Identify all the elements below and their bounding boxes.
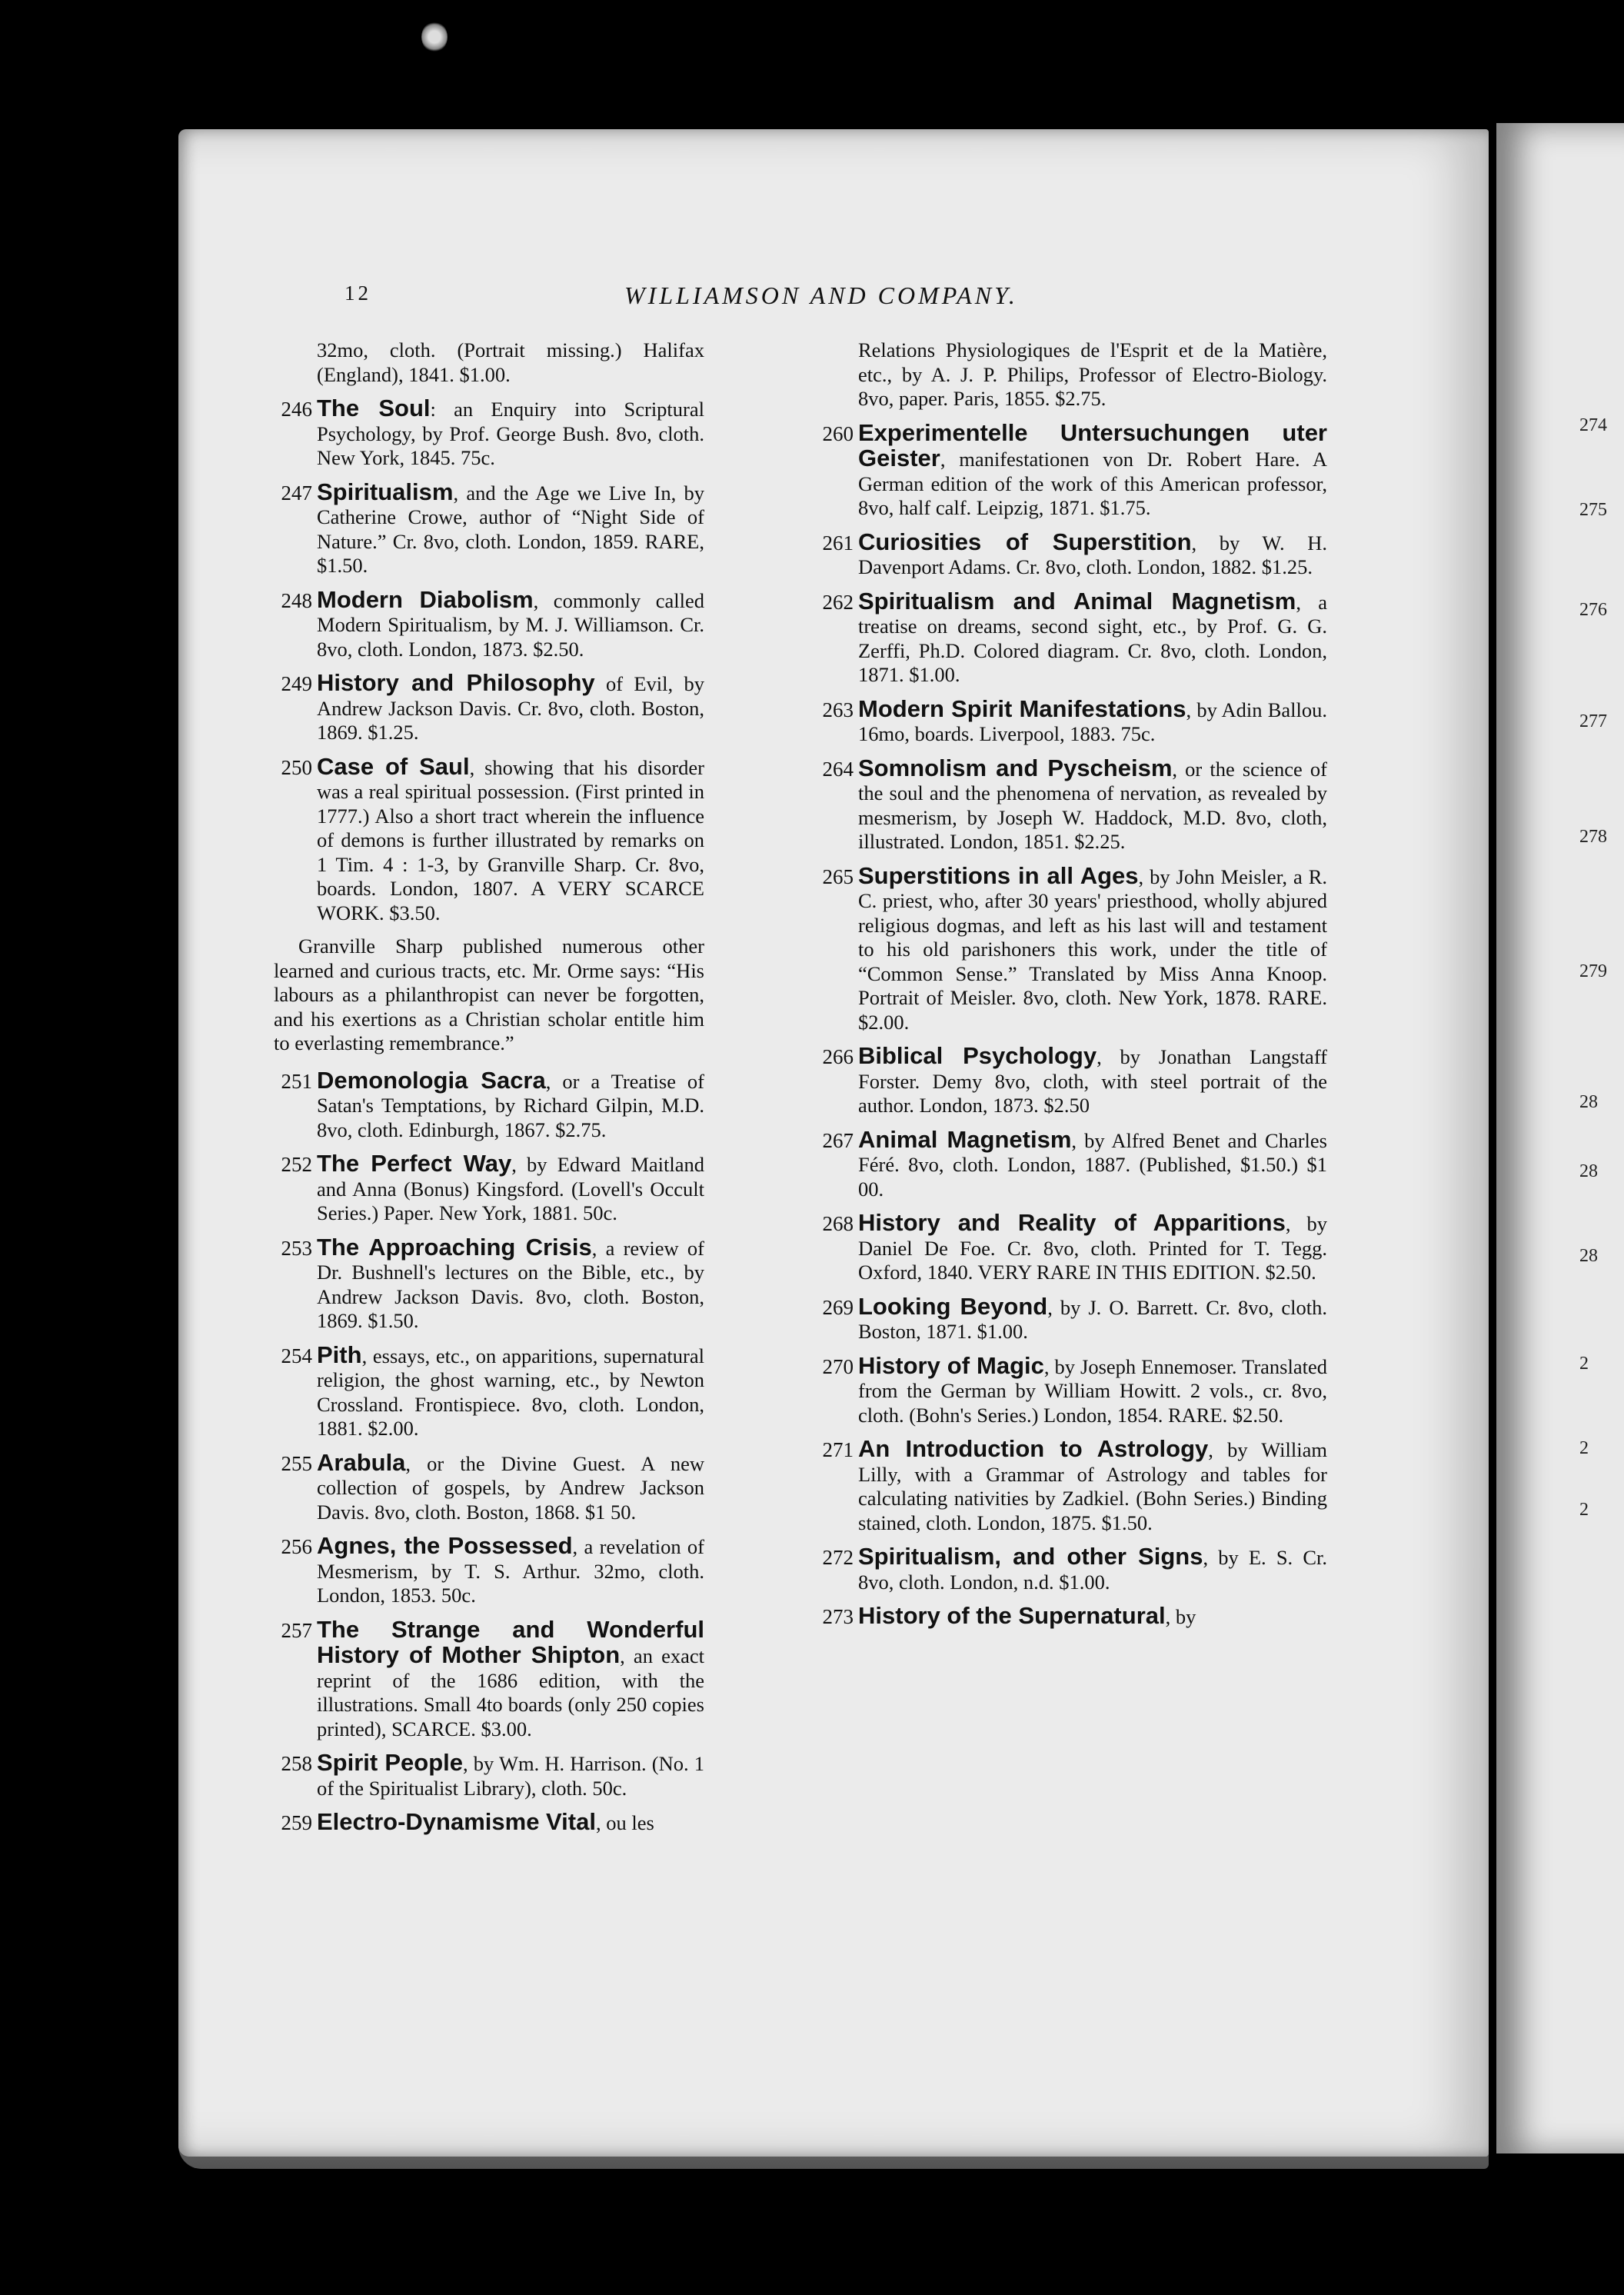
entry-title: Spirit People: [317, 1749, 464, 1776]
catalog-entry: [822, 587, 1327, 688]
catalog-entry: [281, 478, 704, 578]
entry-title: Spiritualism and Animal Magnetism: [858, 587, 1296, 615]
entry-description: , and the Age we Live In, by Catherine Crowe, author of “Night Side of Nature.” Cr. 8vo, cloth. London, 1859. RARE, $1.50.: [317, 481, 704, 577]
facing-entry-number: 2: [1579, 1500, 1589, 1520]
left-column: [274, 338, 704, 1845]
entry-title: Electro-Dynamisme Vital: [317, 1808, 596, 1835]
entry-description: , by Daniel De Foe. Cr. 8vo, cloth. Printed for T. Tegg. Oxford, 1840. VERY RARE IN THIS EDITION. $2.50.: [858, 1212, 1327, 1284]
entry-description: of Evil, by Andrew Jackson Davis. Cr. 8vo, cloth. Boston, 1869. $1.25.: [317, 672, 704, 744]
entry-description: , by J. O. Barrett. Cr. 8vo, cloth. Boston, 1871. $1.00.: [858, 1295, 1327, 1343]
catalog-entry: [822, 528, 1328, 580]
entry-number: 255: [281, 1451, 312, 1475]
entry-description: , essays, etc., on apparitions, supernatural religion, the ghost warning, etc., by Newton Crossland. Frontispiece. 8vo, cloth. London, 1881. $2.00.: [317, 1344, 704, 1440]
entry-title: History and Reality of Apparitions: [858, 1209, 1286, 1236]
entry-description: , by William Lilly, with a Grammar of Astrology and tables for calculating nativities by Zadkiel. (Bohn Series.) Binding stained, cloth. London, 1875. $1.50.: [858, 1438, 1327, 1534]
entry-description: , a review of Dr. Bushnell's lectures on the Bible, etc., by Andrew Jackson Davis. 8vo, cloth. Boston, 1869. $1.50.: [317, 1236, 704, 1332]
entry-number: 265: [822, 864, 854, 888]
entry-title: Demonologia Sacra: [317, 1066, 546, 1094]
catalog-entry: [281, 395, 704, 471]
facing-entry-number: 2: [1579, 1354, 1589, 1374]
catalog-entry: [822, 1351, 1327, 1428]
catalog-entry: [822, 1435, 1327, 1535]
entry-number: 270: [822, 1354, 854, 1378]
entry-number: 249: [281, 672, 312, 695]
facing-entry-number: 279: [1579, 961, 1607, 981]
entry-description: , or the Divine Guest. A new collection of gospels, by Andrew Jackson Davis. 8vo, cloth. Boston, 1868. $1 50.: [317, 1451, 704, 1524]
catalog-page: [178, 129, 1489, 2157]
entry-number: 259: [281, 1811, 312, 1834]
entry-description: , a revelation of Mesmerism, by T. S. Arthur. 32mo, cloth. London, 1853. 50c.: [317, 1535, 704, 1607]
entry-number: 251: [281, 1069, 312, 1093]
entry-title: The Approaching Crisis: [317, 1233, 592, 1261]
entry-description: , commonly called Modern Spiritualism, by M. J. Williamson. Cr. 8vo, cloth. London, 1873. $2.50.: [317, 588, 704, 661]
entry-description: , by W. H. Davenport Adams. Cr. 8vo, cloth. London, 1882. $1.25.: [858, 531, 1328, 578]
entry-description: , ou les: [595, 1811, 654, 1834]
catalog-entry: [281, 1749, 704, 1800]
entry-title: The Strange and Wonderful History of Mother Shipton: [317, 1615, 704, 1668]
entry-number: 261: [822, 531, 854, 555]
facing-entry-number: 276: [1579, 600, 1607, 620]
catalog-entry: [281, 1808, 704, 1836]
catalog-entry: [822, 1543, 1327, 1594]
entry-number: 250: [281, 755, 312, 779]
entry-number: 256: [281, 1535, 312, 1558]
catalog-entry: [281, 1341, 704, 1441]
running-title: WILLIAMSON AND COMPANY.: [624, 281, 1018, 309]
entry-number: 248: [281, 588, 312, 612]
entry-number: 273: [822, 1605, 854, 1628]
entry-title: Superstitions in all Ages: [858, 861, 1139, 889]
facing-entry-number: 275: [1579, 500, 1607, 520]
entry-description: : an Enquiry into Scriptural Psychology, by Prof. George Bush. 8vo, cloth. New York, 1845. 75c.: [317, 398, 704, 469]
entry-number: 268: [822, 1212, 854, 1235]
catalog-entry: [822, 1292, 1327, 1344]
entry-description: , an exact reprint of the 1686 edition, with the illustrations. Small 4to boards (only 250 copies printed), SCARCE. $3.00.: [317, 1644, 704, 1740]
entry-description: , by Edward Maitland and Anna (Bonus) Kingsford. (Lovell's Occult Series.) Paper. New York, 1881. 50c.: [317, 1153, 704, 1224]
facing-entry-number: 2: [1579, 1438, 1589, 1458]
page-number: 12: [344, 281, 371, 305]
entry-description: , by Alfred Benet and Charles Féré. 8vo, cloth. London, 1887. (Published, $1.50.) $1 00.: [858, 1128, 1327, 1201]
entry-description: , by: [1165, 1605, 1196, 1628]
entry-title: The Perfect Way: [317, 1150, 512, 1177]
entry-title: History and Philosophy: [317, 669, 595, 696]
entry-number: 269: [822, 1295, 854, 1319]
entry-number: 247: [281, 481, 312, 505]
entry-title: Somnolism and Pyscheism: [858, 754, 1173, 781]
entry-description: , by E. S. Cr. 8vo, cloth. London, n.d. $1.00.: [858, 1546, 1327, 1594]
entry-title: Modern Diabolism: [317, 585, 534, 613]
entry-description: , a treatise on dreams, second sight, etc., by Prof. G. G. Zerffi, Ph.D. Colored diagram. Cr. 8vo, cloth. London, 1871. $1.00.: [858, 590, 1327, 686]
entry-title: An Introduction to Astrology: [858, 1435, 1209, 1462]
facing-entry-number: 28: [1579, 1092, 1598, 1112]
entry-title: Case of Saul: [317, 752, 470, 780]
entry-description: , or the science of the soul and the phenomena of nervation, as revealed by mesmerism, by Joseph W. Haddock, M.D. 8vo, cloth, illustrated. London, 1851. $2.25.: [858, 757, 1327, 853]
catalog-entry: [822, 754, 1327, 854]
entry-description: , by Jonathan Langstaff Forster. Demy 8vo, cloth, with steel portrait of the author. London, 1873. $2.50: [858, 1045, 1327, 1117]
catalog-entry: [822, 1602, 1327, 1630]
facing-entry-number: 28: [1579, 1161, 1598, 1181]
catalog-entry: [281, 1615, 704, 1742]
entry-description: , by Adin Ballou. 16mo, boards. Liverpool, 1883. 75c.: [858, 698, 1328, 745]
entry-number: 252: [281, 1153, 312, 1176]
entries-list: [281, 1066, 704, 1836]
entry-title: Agnes, the Possessed: [317, 1532, 573, 1559]
entry-description: , by Joseph Ennemoser. Translated from the German by William Howitt. 2 vols., cr. 8vo, cloth. (Bohn's Series.) London, 1854. RARE. $2.50.: [858, 1354, 1327, 1427]
right-column: [822, 338, 1328, 1639]
catalog-entry: [281, 1448, 704, 1525]
entry-number: 263: [822, 698, 854, 721]
entry-title: History of Magic: [858, 1351, 1044, 1379]
catalog-entry: [822, 1209, 1327, 1285]
entry-number: 260: [822, 421, 854, 445]
entry-title: Curiosities of Superstition: [858, 528, 1192, 555]
dust-speck: [421, 22, 448, 52]
catalog-entry: [822, 1125, 1327, 1202]
facing-entry-number: 277: [1579, 711, 1607, 731]
entry-description: , by John Meisler, a R. C. priest, who, after 30 years' priesthood, wholly abjured religious dogmas, and left as his last will and testament to his old parishoners this work, under the title of “Common Sense.” Translated by Miss Anna Knoop. Portrait of Meisler. 8vo, cloth. New York, 1878. RARE. $2.00.: [858, 864, 1327, 1034]
entry-title: Biblical Psychology: [858, 1042, 1097, 1069]
entry-number: 264: [822, 757, 854, 781]
entry-number: 267: [822, 1128, 854, 1152]
entry-description: , manifestationen von Dr. Robert Hare. A German edition of the work of this American professor, 8vo, half calf. Leipzig, 1871. $1.75.: [858, 448, 1327, 519]
entry-description: , by Wm. H. Harrison. (No. 1 of the Spiritualist Library), cloth. 50c.: [317, 1752, 704, 1800]
page-header: [178, 281, 1489, 312]
catalog-entry: [281, 1150, 704, 1226]
entry-title: Modern Spirit Manifestations: [858, 694, 1186, 722]
facing-entry-number: 278: [1579, 827, 1607, 847]
entries-list: [822, 418, 1328, 1630]
entry-number: 271: [822, 1438, 854, 1461]
entry-title: Spiritualism, and other Signs: [858, 1543, 1203, 1570]
entry-number: 253: [281, 1236, 312, 1260]
facing-entry-number: 28: [1579, 1246, 1598, 1266]
catalog-entry: [822, 418, 1327, 521]
catalog-entry: [281, 1532, 704, 1608]
catalog-entry: [281, 1233, 704, 1334]
entry-number: 266: [822, 1045, 854, 1068]
entry-title: Arabula: [317, 1448, 406, 1476]
entry-description: , or a Treatise of Satan's Temptations, by Richard Gilpin, M.D. 8vo, cloth. Edinburgh, 1867. $2.75.: [317, 1069, 704, 1141]
catalog-entry: [281, 1066, 704, 1143]
entry-title: Looking Beyond: [858, 1292, 1048, 1320]
entry-number: 254: [281, 1344, 312, 1367]
entry-title: Experimentelle Untersuchungen uter Geister: [858, 418, 1327, 471]
catalog-entry: [281, 585, 704, 662]
entry-title: History of the Supernatural: [858, 1602, 1166, 1629]
continuation-text: 32mo, cloth. (Portrait missing.) Halifax (England), 1841. $1.00.: [317, 338, 704, 386]
entry-number: 246: [281, 398, 312, 421]
entry-number: 258: [281, 1752, 312, 1775]
catalog-entry: [281, 752, 704, 926]
catalog-entry: [281, 669, 704, 745]
entries-list: [281, 395, 704, 925]
entry-title: Spiritualism: [317, 478, 454, 505]
entry-number: 257: [281, 1618, 312, 1642]
catalog-entry: [822, 1042, 1327, 1118]
continuation-text: Relations Physiologiques de l'Esprit et de la Matière, etc., by A. J. P. Philips, Professor of Electro-Biology. 8vo, paper. Paris, 1855. $2.75.: [858, 338, 1327, 410]
catalog-entry: [822, 694, 1328, 747]
facing-entry-number: 274: [1579, 415, 1607, 435]
entry-number: 262: [822, 590, 854, 614]
entry-description: , showing that his disorder was a real spiritual possession. (First printed in 1777.) Also a short tract wherein the influence of demons is further illustrated by remarks on 1 Tim. 4 : 1-3, by Granville Sharp. Cr. 8vo, boards. London, 1807. A VERY SCARCE WORK. $3.50.: [317, 755, 704, 924]
entry-number: 272: [822, 1546, 854, 1569]
entry-title: Animal Magnetism: [858, 1125, 1072, 1153]
entry-title: Pith: [317, 1341, 362, 1368]
entry-title: The Soul: [317, 395, 431, 421]
catalog-entry: [822, 861, 1327, 1035]
editorial-note: Granville Sharp published numerous other learned and curious tracts, etc. Mr. Orme says: “His labours as a philanthropist can never be forgotten, and his exertions as a Christian scholar entitle him to everlasting remembrance.”: [274, 934, 704, 1054]
